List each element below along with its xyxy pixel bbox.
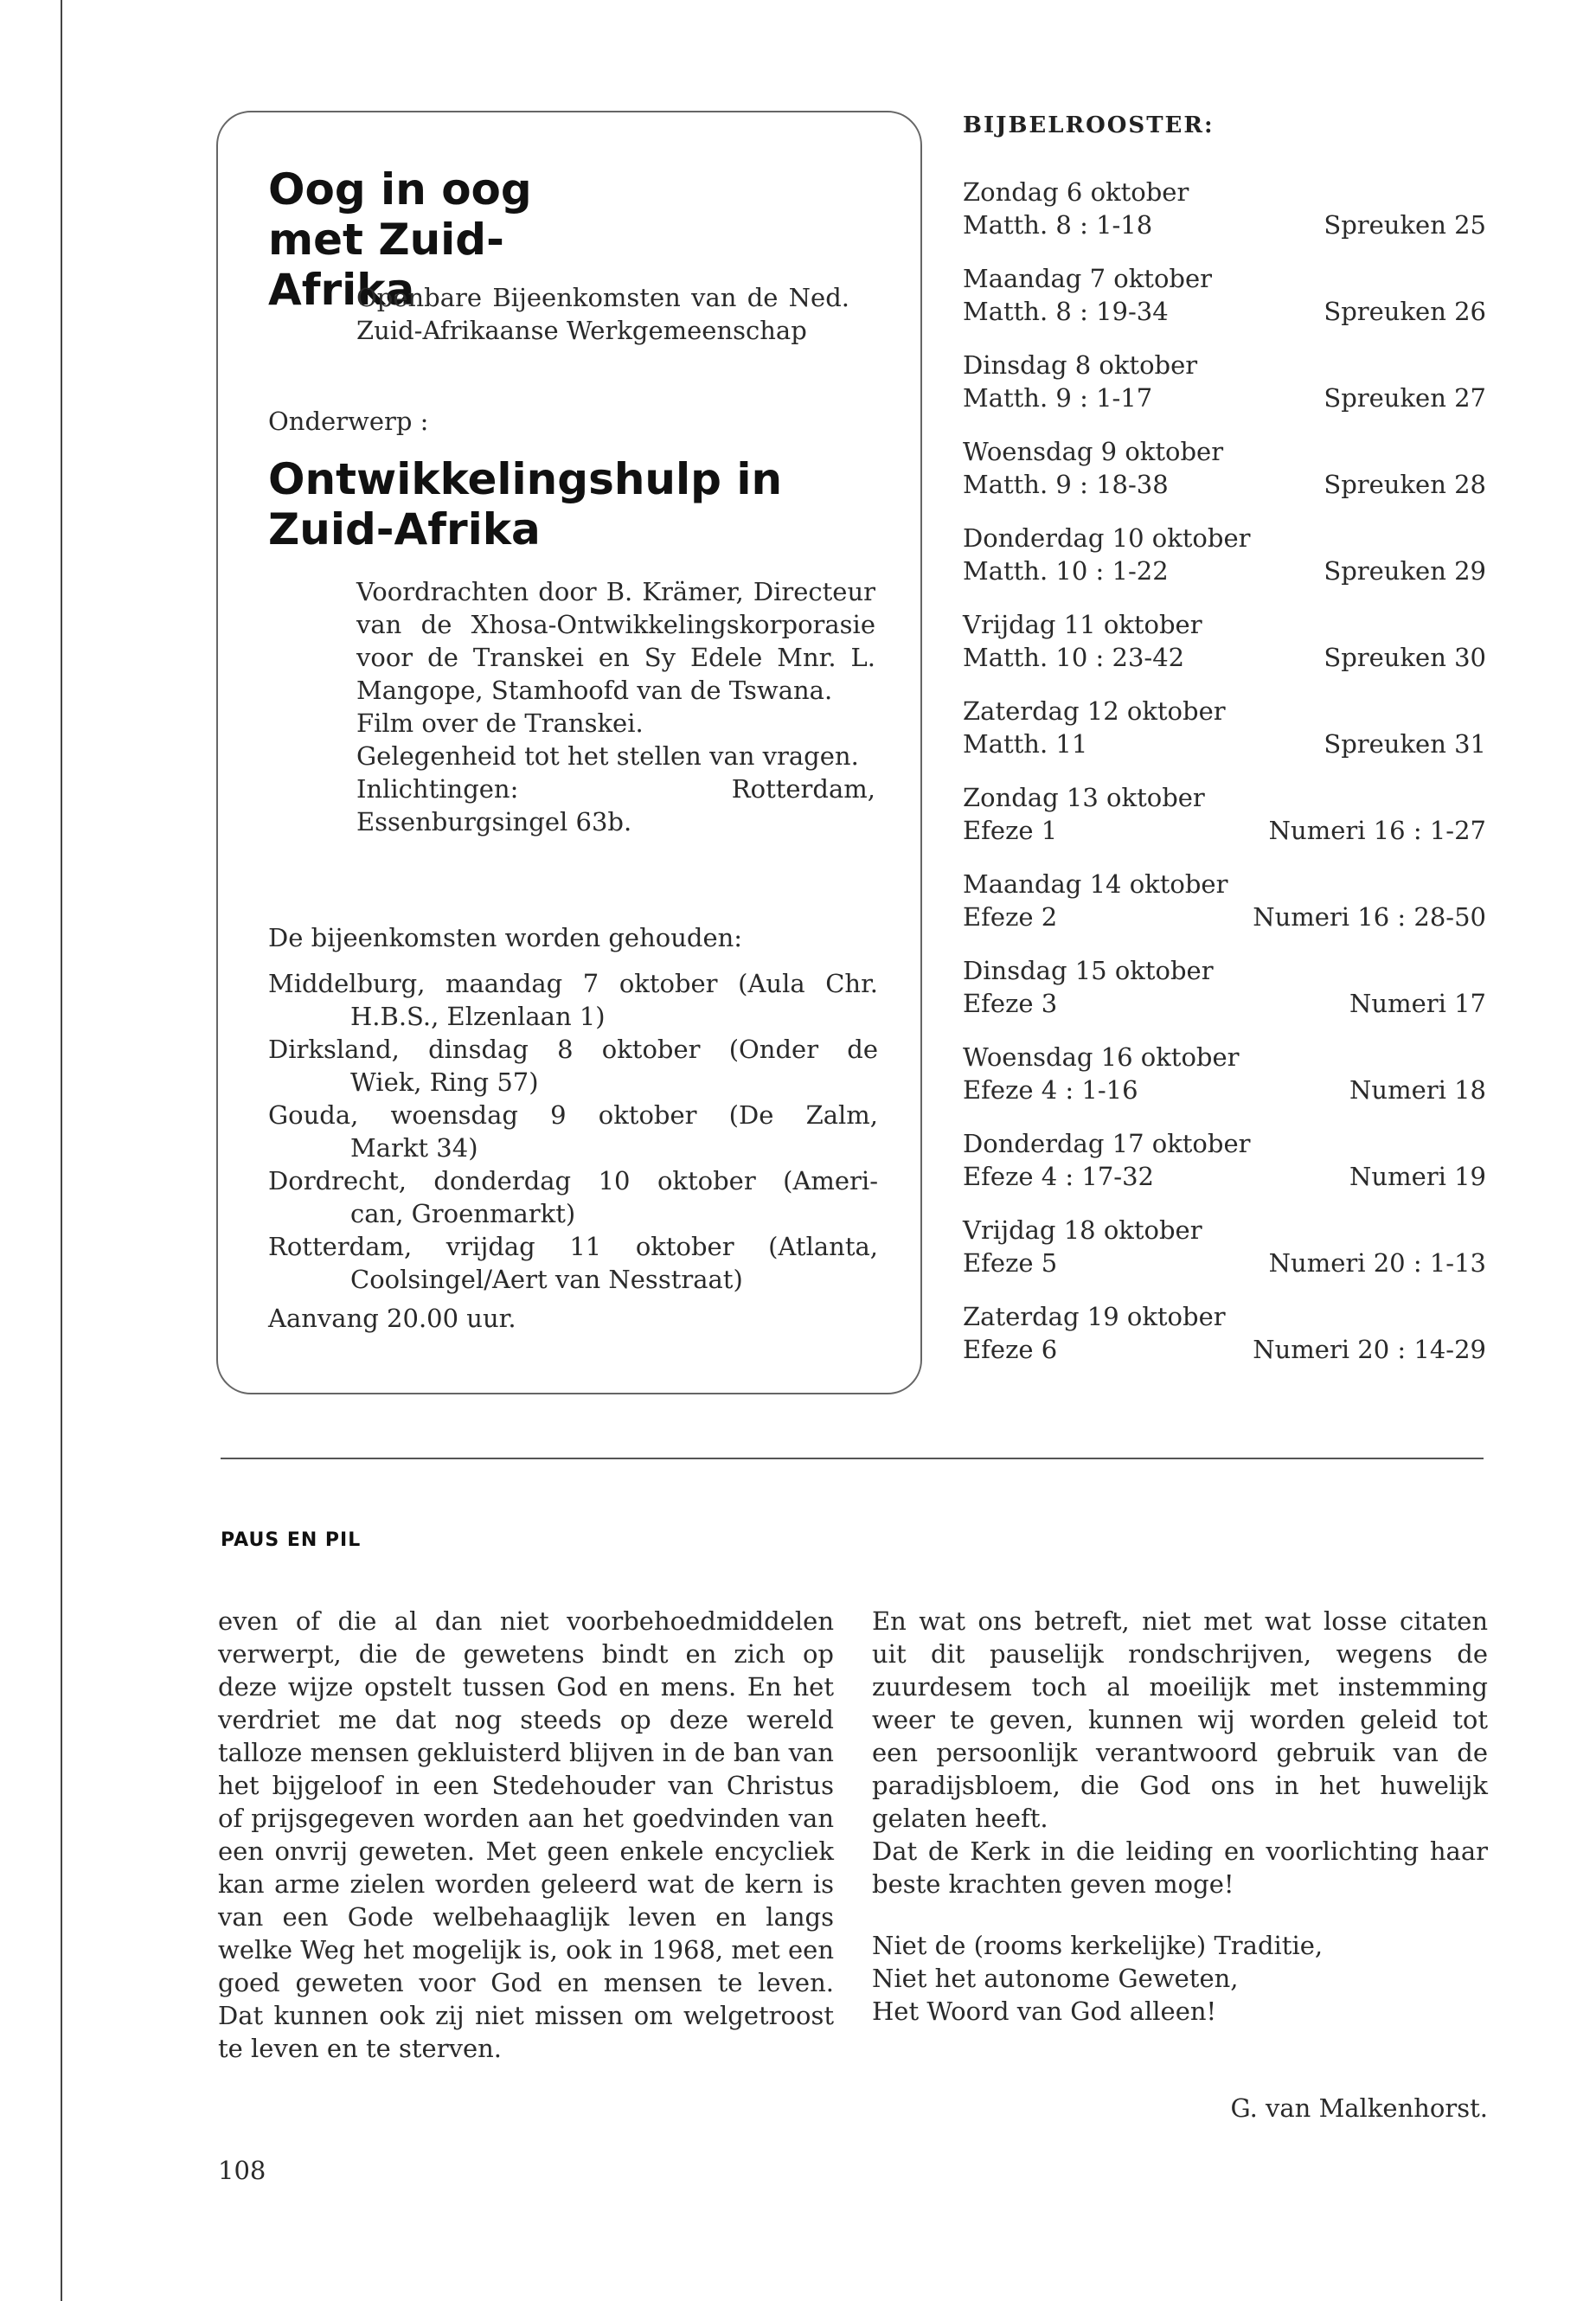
start-time: Aanvang 20.00 uur. bbox=[268, 1304, 516, 1333]
reading-ot: Numeri 20 : 1-13 bbox=[1268, 1248, 1486, 1278]
reading-nt: Matth. 10 : 1-22 bbox=[963, 556, 1169, 586]
meeting-item bbox=[268, 967, 878, 1033]
reading-nt: Matth. 8 : 1-18 bbox=[963, 210, 1153, 240]
reading-nt: Efeze 4 : 1-16 bbox=[963, 1075, 1138, 1105]
program-details bbox=[356, 575, 875, 838]
questions-text: Gelegenheid tot het stellen van vragen. bbox=[356, 741, 859, 771]
reading-ot: Numeri 20 : 14-29 bbox=[1253, 1335, 1486, 1364]
verse-line: Het Woord van God alleen! bbox=[872, 1997, 1217, 2026]
meeting-line: Middelburg, maandag 7 oktober (Aula Chr. bbox=[268, 969, 878, 998]
day-name: Maandag 7 oktober bbox=[963, 264, 1212, 293]
schedule-day bbox=[963, 435, 1486, 522]
reading-nt: Matth. 11 bbox=[963, 729, 1088, 759]
meeting-line: Dordrecht, donderdag 10 oktober (Ameri- bbox=[268, 1166, 878, 1195]
reading-nt: Efeze 6 bbox=[963, 1335, 1058, 1364]
reading-ot: Spreuken 31 bbox=[1324, 729, 1486, 759]
meeting-line: Rotterdam, vrijdag 11 oktober (Atlanta, bbox=[268, 1232, 878, 1261]
verse-line: Niet het autonome Geweten, bbox=[872, 1964, 1239, 1993]
verse-line: Niet de (rooms kerkelijke) Traditie, bbox=[872, 1931, 1324, 1960]
reading-nt: Efeze 4 : 17-32 bbox=[963, 1162, 1154, 1191]
reading-ot: Spreuken 30 bbox=[1324, 643, 1486, 672]
subject-label: Onderwerp : bbox=[268, 407, 429, 436]
reading-ot: Numeri 18 bbox=[1349, 1075, 1486, 1105]
organizer-text: Openbare Bijeenkomsten van de Ned. Zuid-Afrikaanse Werkgemeenschap bbox=[356, 283, 849, 345]
subject-title: Ontwikkelingshulp in Zuid-Afrika bbox=[268, 454, 783, 554]
bible-schedule bbox=[963, 176, 1486, 1387]
schedule-day bbox=[963, 1041, 1486, 1127]
meeting-line: Gouda, woensdag 9 oktober (De Zalm, bbox=[268, 1100, 878, 1130]
page-number: 108 bbox=[218, 2156, 266, 2185]
day-name: Woensdag 16 oktober bbox=[963, 1042, 1240, 1072]
meeting-line: Dirksland, dinsdag 8 oktober (Onder de bbox=[268, 1035, 878, 1064]
day-name: Dinsdag 15 oktober bbox=[963, 956, 1214, 985]
reading-ot: Numeri 16 : 28-50 bbox=[1253, 902, 1486, 932]
reading-ot: Spreuken 29 bbox=[1324, 556, 1486, 586]
meeting-item bbox=[268, 1033, 878, 1099]
schedule-day bbox=[963, 522, 1486, 608]
meeting-location: Coolsingel/Aert van Nesstraat) bbox=[350, 1265, 743, 1294]
reading-nt: Matth. 10 : 23-42 bbox=[963, 643, 1185, 672]
film-text: Film over de Transkei. bbox=[356, 708, 644, 738]
reading-ot: Numeri 17 bbox=[1349, 989, 1486, 1018]
day-name: Donderdag 17 oktober bbox=[963, 1129, 1251, 1158]
reading-ot: Spreuken 26 bbox=[1324, 297, 1486, 326]
schedule-day bbox=[963, 954, 1486, 1041]
reading-ot: Spreuken 25 bbox=[1324, 210, 1486, 240]
reading-nt: Efeze 2 bbox=[963, 902, 1058, 932]
reading-nt: Matth. 8 : 19-34 bbox=[963, 297, 1169, 326]
day-name: Zaterdag 19 oktober bbox=[963, 1302, 1226, 1331]
article-paragraph: En wat ons betreft, niet met wat losse citaten uit dit pauselijk rondschrijven, wegens de zuurdesem toch al moeilijk met instemming weer te geven, kunnen wij worden geleid tot een persoonlijk verantwoord gebruik van de paradijsbloem, die God ons in het huwelijk gelaten heeft. bbox=[872, 1606, 1488, 1833]
meeting-item bbox=[268, 1099, 878, 1164]
reading-ot: Spreuken 27 bbox=[1324, 383, 1486, 413]
schedule-day bbox=[963, 176, 1486, 262]
announcement-title: Oog in oog met Zuid-Afrika bbox=[268, 164, 532, 315]
reading-nt: Efeze 3 bbox=[963, 989, 1058, 1018]
schedule-day bbox=[963, 868, 1486, 954]
schedule-day bbox=[963, 349, 1486, 435]
article-column-right bbox=[872, 1605, 1488, 1900]
schedule-day bbox=[963, 781, 1486, 868]
author-signature: G. van Malkenhorst. bbox=[1230, 2093, 1488, 2123]
schedule-day bbox=[963, 1300, 1486, 1387]
meeting-location: Markt 34) bbox=[350, 1133, 478, 1163]
section-divider bbox=[221, 1458, 1484, 1459]
info-text: Inlichtingen: Rotterdam, Essenburgsingel 63b. bbox=[356, 774, 875, 836]
meetings-list bbox=[268, 967, 878, 1296]
bible-schedule-heading: BIJBELROOSTER: bbox=[963, 112, 1215, 138]
page-edge-line bbox=[61, 0, 62, 2301]
meeting-item bbox=[268, 1230, 878, 1296]
schedule-day bbox=[963, 262, 1486, 349]
day-name: Zaterdag 12 oktober bbox=[963, 696, 1226, 726]
meeting-item bbox=[268, 1164, 878, 1230]
meetings-intro: De bijeenkomsten worden gehouden: bbox=[268, 923, 743, 952]
closing-verse bbox=[872, 1929, 1323, 2028]
day-name: Vrijdag 18 oktober bbox=[963, 1215, 1202, 1245]
day-name: Zondag 6 oktober bbox=[963, 177, 1189, 207]
meeting-location: H.B.S., Elzenlaan 1) bbox=[350, 1002, 606, 1031]
schedule-day bbox=[963, 608, 1486, 695]
reading-ot: Numeri 19 bbox=[1349, 1162, 1486, 1191]
day-name: Maandag 14 oktober bbox=[963, 869, 1228, 899]
reading-nt: Matth. 9 : 1-17 bbox=[963, 383, 1153, 413]
day-name: Donderdag 10 oktober bbox=[963, 523, 1251, 553]
reading-nt: Efeze 5 bbox=[963, 1248, 1058, 1278]
day-name: Woensdag 9 oktober bbox=[963, 437, 1224, 466]
reading-ot: Spreuken 28 bbox=[1324, 470, 1486, 499]
article-column-left: even of die al dan niet voorbehoedmiddelen verwerpt, die de gewetens bindt en zich op deze wijze opstelt tussen God en mens. En het verdriet me dat nog steeds op deze wereld talloze mensen gekluisterd blijven in de ban van het bijgeloof in een Stedehouder van Christus of prijsgegeven worden aan het goedvinden van een onvrij geweten. Met geen enkele encycliek kan arme zielen worden geleerd wat de kern is van een Gode welbehaaglijk leven en langs welke Weg het mogelijk is, ook in 1968, met een goed geweten voor God en mensen te leven. Dat kunnen ook zij niet missen om welgetroost te leven en te sterven. bbox=[218, 1606, 834, 2063]
meeting-location: can, Groenmarkt) bbox=[350, 1199, 576, 1228]
schedule-day bbox=[963, 695, 1486, 781]
day-name: Dinsdag 8 oktober bbox=[963, 350, 1198, 380]
schedule-day bbox=[963, 1127, 1486, 1214]
meeting-location: Wiek, Ring 57) bbox=[350, 1067, 539, 1097]
day-name: Vrijdag 11 oktober bbox=[963, 610, 1202, 639]
reading-ot: Numeri 16 : 1-27 bbox=[1268, 816, 1486, 845]
reading-nt: Efeze 1 bbox=[963, 816, 1058, 845]
article-title: PAUS EN PIL bbox=[221, 1529, 362, 1551]
schedule-day bbox=[963, 1214, 1486, 1300]
speakers-text: Voordrachten door B. Krämer, Directeur van de Xhosa-Ontwikkelingskorporasie voor de Transkei en Sy Edele Mnr. L. Mangope, Stamhoofd van de Tswana. bbox=[356, 577, 875, 705]
reading-nt: Matth. 9 : 18-38 bbox=[963, 470, 1169, 499]
article-paragraph: Dat de Kerk in die leiding en voorlichting haar beste krachten geven moge! bbox=[872, 1836, 1488, 1899]
day-name: Zondag 13 oktober bbox=[963, 783, 1205, 812]
